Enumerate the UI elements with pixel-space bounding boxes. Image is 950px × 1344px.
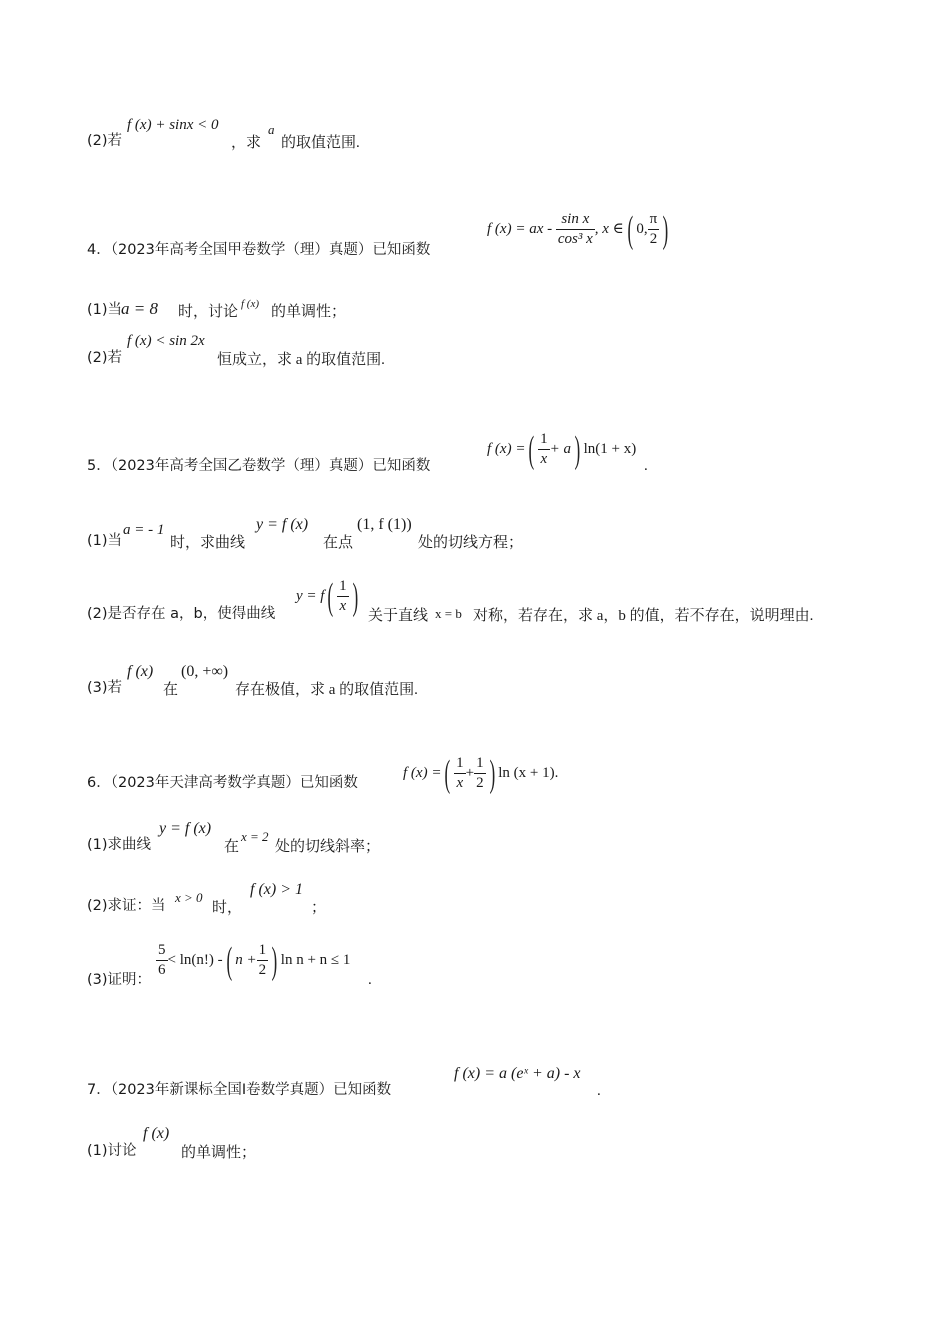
q6-p3-inequality bbox=[156, 941, 350, 980]
q3-p2-mid: ，求 bbox=[231, 135, 262, 151]
q6-p1-at: x = 2 bbox=[241, 829, 269, 844]
q7-end: . bbox=[597, 1083, 601, 1099]
q6-p1-curve: y = f (x) bbox=[159, 820, 212, 837]
q4-p1-prefix: (1)当 bbox=[87, 302, 123, 318]
q5-ln-part: ln(1 + x) bbox=[583, 440, 637, 457]
q6-frac2-den: 2 bbox=[476, 775, 484, 791]
q5-f-lhs: f (x) = bbox=[487, 440, 526, 457]
q7-p1-prefix: (1)讨论 bbox=[87, 1143, 137, 1159]
q4-paren-left: ( bbox=[627, 208, 633, 251]
q4-f-lhs: f (x) = ax - bbox=[487, 220, 556, 237]
q5-p2-fraction bbox=[337, 577, 349, 616]
q6-p3-paren-left: ( bbox=[226, 939, 232, 982]
q5-p3-prefix: (3)若 bbox=[87, 680, 123, 696]
q5-header: 5．（2023年高考全国乙卷数学（理）真题）已知函数 bbox=[87, 458, 431, 474]
q5-plus-a: + a bbox=[549, 440, 571, 457]
q7-p1-fx: f (x) bbox=[143, 1125, 170, 1142]
q6-f-lhs: f (x) = bbox=[403, 764, 442, 781]
q4-fraction bbox=[556, 210, 595, 249]
q6-p3-prefix: (3)证明： bbox=[87, 972, 152, 988]
q4-interval-left: 0, bbox=[636, 220, 648, 237]
q4-p1-mid: 时，讨论 bbox=[178, 304, 239, 320]
q4-pi-den: 2 bbox=[649, 231, 658, 247]
q6-header: 6．（2023年天津高考数学真题）已知函数 bbox=[87, 775, 358, 791]
q5-p2-frac-num: 1 bbox=[337, 577, 349, 597]
q6-p3-end: . bbox=[368, 972, 372, 988]
q6-p3-mid: < ln(n!) - bbox=[167, 951, 223, 968]
q6-p3-n-plus: n + bbox=[235, 951, 257, 968]
q5-paren-left: ( bbox=[528, 428, 535, 471]
q5-end: . bbox=[644, 458, 648, 474]
q4-p1-cond: a = 8 bbox=[121, 299, 158, 318]
q5-frac-den: x bbox=[540, 451, 548, 467]
q4-p2-suffix: 恒成立，求 a 的取值范围. bbox=[217, 352, 385, 368]
q6-function-def bbox=[403, 754, 558, 793]
q5-p1-cond: a = - 1 bbox=[123, 522, 165, 538]
q5-p3-mid: 在 bbox=[163, 682, 179, 698]
q6-paren-right: ) bbox=[489, 752, 495, 795]
q4-pi-frac bbox=[648, 210, 660, 249]
q6-p2-prefix: (2)求证：当 bbox=[87, 898, 166, 914]
q3-p2-var: a bbox=[268, 122, 275, 137]
q4-paren-right: ) bbox=[662, 208, 669, 251]
q5-p2-frac-den: x bbox=[339, 598, 347, 614]
q5-p1-prefix: (1)当 bbox=[87, 533, 123, 549]
q5-function-def bbox=[487, 430, 636, 469]
q5-p1-suffix: 处的切线方程； bbox=[418, 535, 524, 551]
q6-p3-tail: ln n + n ≤ 1 bbox=[280, 951, 351, 968]
q6-end: . bbox=[554, 764, 559, 781]
q4-p2-prefix: (2)若 bbox=[87, 350, 123, 366]
q5-p2-suffix: 对称，若存在，求 a，b 的值，若不存在，说明理由. bbox=[473, 608, 814, 624]
q7-f-math: f (x) = a (eˣ + a) - x bbox=[454, 1065, 581, 1082]
q3-p2-suffix: 的取值范围. bbox=[281, 135, 360, 151]
q3-p2-prefix: (2)若 bbox=[87, 133, 123, 149]
q6-frac1 bbox=[454, 754, 466, 793]
q6-p1-suffix: 处的切线斜率； bbox=[275, 839, 381, 855]
q4-pi-num: π bbox=[648, 210, 660, 230]
q5-p2-curve: y = f bbox=[296, 587, 325, 604]
q6-p2-mid: 时， bbox=[212, 900, 243, 916]
q5-frac-num: 1 bbox=[538, 430, 550, 450]
q7-header: 7．（2023年新课标全国Ⅰ卷数学真题）已知函数 bbox=[87, 1082, 392, 1098]
q5-p3-fx: f (x) bbox=[127, 663, 154, 680]
q6-p1-prefix: (1)求曲线 bbox=[87, 837, 152, 853]
q5-p1-point: (1, f (1)) bbox=[357, 516, 412, 533]
q4-frac-num: sin x bbox=[556, 210, 595, 230]
q6-p3-paren-right: ) bbox=[271, 939, 278, 982]
q5-p2-prefix: (2)是否存在 a，b，使得曲线 bbox=[87, 606, 276, 622]
q4-function-def bbox=[487, 210, 672, 249]
q6-paren-left: ( bbox=[444, 752, 451, 795]
q5-p2-paren-left: ( bbox=[327, 575, 334, 618]
q5-p1-mid: 时，求曲线 bbox=[170, 535, 246, 551]
q4-header: 4．（2023年高考全国甲卷数学（理）真题）已知函数 bbox=[87, 242, 431, 258]
q6-ln-part: ln (x + 1) bbox=[498, 764, 555, 781]
q6-frac2-num: 1 bbox=[474, 754, 486, 774]
q4-frac-den: cos³ x bbox=[557, 231, 593, 247]
q6-plus: + bbox=[465, 764, 475, 781]
q6-p3-frac-num: 5 bbox=[156, 941, 168, 961]
q6-frac1-num: 1 bbox=[454, 754, 466, 774]
q6-p3-frac bbox=[156, 941, 168, 980]
q6-p2-cond: x > 0 bbox=[175, 890, 203, 905]
q3-p2-math: f (x) + sinx < 0 bbox=[127, 117, 219, 133]
q6-p2-math: f (x) > 1 bbox=[250, 881, 303, 898]
q5-p3-interval: (0, +∞) bbox=[181, 663, 229, 680]
q5-p2-curve-expr bbox=[296, 577, 361, 616]
q6-frac2 bbox=[474, 754, 486, 793]
q6-p2-suffix: ； bbox=[311, 900, 327, 916]
q6-p3-half-den: 2 bbox=[258, 962, 267, 978]
q5-p1-curve: y = f (x) bbox=[256, 516, 309, 533]
q5-fraction bbox=[538, 430, 550, 469]
q6-frac1-den: x bbox=[456, 775, 464, 791]
q5-paren-right: ) bbox=[574, 428, 581, 471]
q5-p2-mid: 关于直线 bbox=[368, 608, 429, 624]
q5-p2-paren-right: ) bbox=[352, 575, 358, 618]
q4-p1-fx: f (x) bbox=[241, 298, 260, 310]
q4-p2-math: f (x) < sin 2x bbox=[127, 333, 205, 349]
q5-p1-mid2: 在点 bbox=[323, 535, 354, 551]
q4-p1-suffix: 的单调性； bbox=[271, 304, 347, 320]
q5-p2-line: x = b bbox=[435, 606, 462, 621]
q6-p3-half-num: 1 bbox=[257, 941, 269, 961]
q4-domain: , x ∈ bbox=[594, 220, 624, 237]
q6-p3-frac-den: 6 bbox=[158, 962, 166, 978]
q7-p1-suffix: 的单调性； bbox=[181, 1145, 257, 1161]
q6-p1-mid: 在 bbox=[224, 839, 240, 855]
q6-p3-half bbox=[257, 941, 269, 980]
q5-p3-suffix: 存在极值，求 a 的取值范围. bbox=[235, 682, 418, 698]
